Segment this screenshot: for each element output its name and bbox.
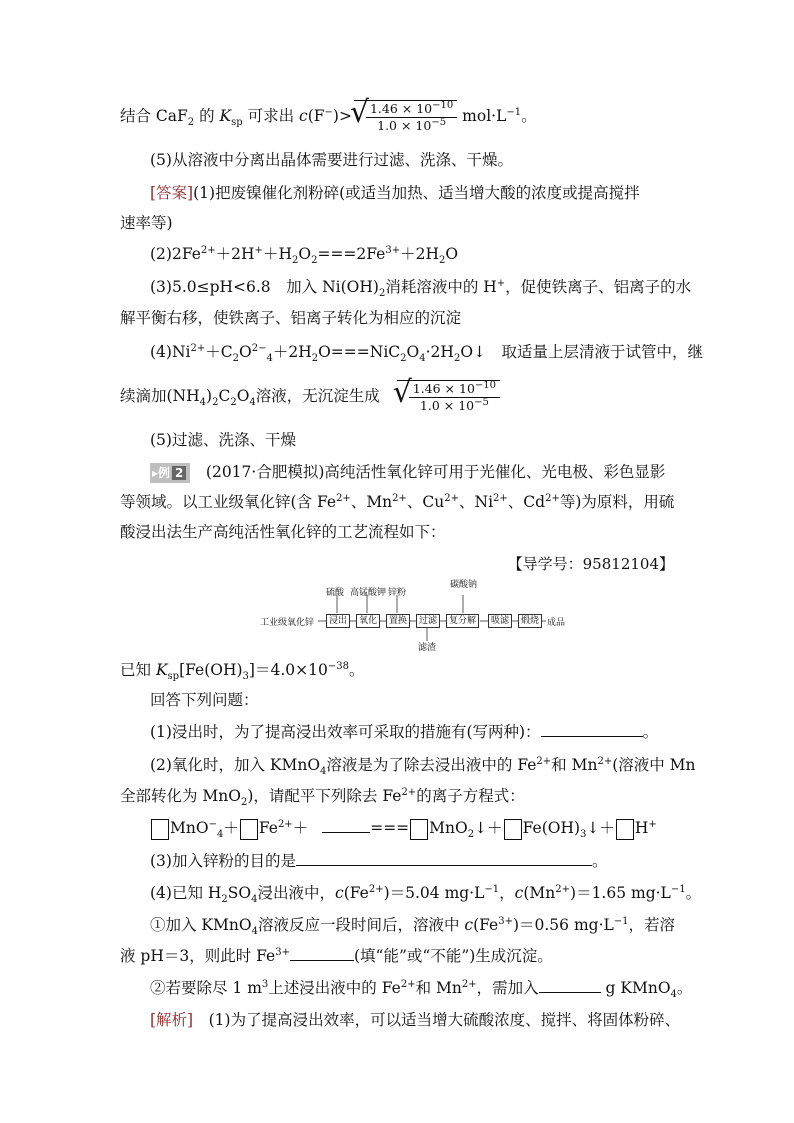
sqrt-expression bbox=[354, 100, 457, 134]
flow-reagent: 硫酸 bbox=[326, 588, 345, 598]
guide-number: 【导学号：95812104】 bbox=[507, 555, 674, 573]
question-2-line-2: 全部转化为 MnO$_2$)，请配平下列除去 $Fe^{2+}$的离子方程式： bbox=[120, 786, 525, 809]
question-4: (4)已知 $H_2SO_4$浸出液中，$c(Fe^{2+})=5.04$ $mg\cdot L^{-1}$，$c(Mn^{2+})=1.65$ $mg\cdot L^{-1}$。 bbox=[150, 883, 702, 906]
flow-step: 氧化 bbox=[356, 614, 380, 628]
answer-2: $(2)2Fe^{2+}+2H^++H_2O_2===2Fe^{3+}+2H_2O$ bbox=[150, 244, 459, 267]
answer-line-2: 速率等) bbox=[120, 214, 173, 232]
answer-tag: [答案] bbox=[150, 184, 194, 202]
question-4-1-line-2: 液 pH＝3，则此时 $Fe^{3+}$ (填“能”或“不能”)生成沉淀。 bbox=[120, 946, 553, 965]
question-4-2: ②若要除尽 1 $m^3$上述浸出液中的 $Fe^{2+}$和 $Mn^{2+}$，需加入 g KMnO$_4$。 bbox=[150, 978, 693, 1001]
flow-residue: 滤渣 bbox=[418, 643, 437, 653]
coef-box[interactable] bbox=[410, 819, 428, 840]
analysis-line: [解析] (1)为了提高浸出效率，可以适当增大硫酸浓度、搅拌、将固体粉碎、 bbox=[150, 1011, 681, 1029]
question-4-1-line-1: ①加入 KMnO$_4$溶液反应一段时间后，溶液中 $c(Fe^{3+})=0.56$ $mg\cdot L^{-1}$，若溶 bbox=[150, 915, 676, 938]
question-1: (1)浸出时，为了提高浸出效率可采取的措施有(写两种)： 。 bbox=[150, 723, 659, 741]
question-intro: 回答下列问题： bbox=[150, 691, 259, 709]
coef-box[interactable] bbox=[240, 819, 258, 840]
sqrt-expression bbox=[397, 380, 500, 414]
flow-reagent: 高锰酸钾 bbox=[350, 588, 387, 598]
answer-line-1: [答案](1)把废镍催化剂粉碎(或适当加热、适当增大酸的浓度或提高搅拌 bbox=[150, 184, 640, 202]
process-flow-diagram bbox=[260, 580, 566, 653]
flow-start: 工业级氧化锌 bbox=[260, 618, 315, 628]
coef-box[interactable] bbox=[151, 819, 169, 840]
example-line-3: 酸浸出法生产高纯活性氧化锌的工艺流程如下： bbox=[120, 523, 446, 541]
answer-blank[interactable] bbox=[539, 978, 601, 993]
flow-step: 吸滤 bbox=[488, 614, 512, 628]
example-badge: ▸例 2 bbox=[150, 463, 190, 483]
analysis-tag: [解析] bbox=[150, 1011, 194, 1029]
flow-step: 过滤 bbox=[416, 614, 440, 628]
answer-blank[interactable] bbox=[290, 946, 354, 961]
answer-blank[interactable] bbox=[541, 722, 643, 737]
flow-reagent: 锌粉 bbox=[388, 588, 407, 598]
question-3: (3)加入锌粉的目的是 。 bbox=[150, 852, 608, 870]
answer-blank[interactable] bbox=[296, 851, 592, 866]
flow-step: 煅烧 bbox=[518, 614, 542, 628]
balance-equation: $MnO^-_4+ Fe^{2+}+$ === MnO$_2$↓＋ $Fe(OH)_3↓+ H^+$ bbox=[150, 818, 657, 840]
flow-step: 浸出 bbox=[326, 614, 350, 628]
answer-3-line-2: 解平衡右移，使铁离子、铝离子转化为相应的沉淀 bbox=[120, 309, 462, 327]
flow-step: 置换 bbox=[386, 614, 410, 628]
coef-box[interactable] bbox=[616, 819, 634, 840]
answer-4-line-1: $(4)Ni^{2+}+C_2O^{2-}_4+2H_2O===NiC_2O_4\cdot 2H_2O↓$ 取适量上层清液于试管中，继 bbox=[150, 342, 704, 365]
question-2-line-1: (2)氧化时，加入 KMnO$_4$溶液是为了除去浸出液中的 $Fe^{2+}$和 $Mn^{2+}$(溶液中 Mn bbox=[150, 755, 696, 778]
flow-step: 复分解 bbox=[446, 614, 479, 628]
answer-4-line-2: 续滴加$(NH_4)_2C_2O_4$溶液，无沉淀生成 √ $\frac{1.46 \times 10^{-10}}{1.0 \times 10^{-5}}$ bbox=[120, 380, 500, 414]
flow-end: 成品 bbox=[547, 618, 566, 628]
flow-reagent: 碳酸钠 bbox=[450, 580, 478, 590]
answer-blank[interactable] bbox=[322, 818, 370, 833]
coef-box[interactable] bbox=[504, 819, 522, 840]
answer-3-line-1: (3)5.0≤pH<6.8 加入 $Ni(OH)_2$消耗溶液中的 H+，促使铁离子、铝离子的水 bbox=[150, 277, 692, 300]
example-line-1: ▸例 2 (2017·合肥模拟)高纯活性氧化锌可用于光催化、光电极、彩色显影 bbox=[152, 463, 666, 481]
known-ksp: 已知 $K_{sp}[Fe(OH)_3]=4.0\times 10^{-38}$。 bbox=[120, 660, 365, 683]
example-line-2: 等领域。以工业级氧化锌(含 $Fe^{2+}$、$Mn^{2+}$、$Cu^{2+}$、$Ni^{2+}$、$Cd^{2+}$等)为原料，用硫 bbox=[120, 492, 675, 511]
answer-5: (5)过滤、洗涤、干燥 bbox=[150, 431, 296, 449]
fraction: √ $\frac{1.46 \times 10^{-10}}{1.0 \times 10^{-5}}$ bbox=[409, 381, 500, 414]
line-5-separate: (5)从溶液中分离出晶体需要进行过滤、洗涤、干燥。 bbox=[150, 151, 513, 169]
fraction: √ $\frac{1.46 \times 10^{-10}}{1.0 \times 10^{-5}}$ bbox=[366, 101, 457, 134]
line-ksp-caf2: 结合 CaF$_2$ 的 $K_{sp}$ 可求出 c(F−)> √ $\frac{1.46 \times 10^{-10}}{1.0 \times 10^{-5}}$ $mol\cdot L^{-1}$。 bbox=[120, 100, 537, 134]
